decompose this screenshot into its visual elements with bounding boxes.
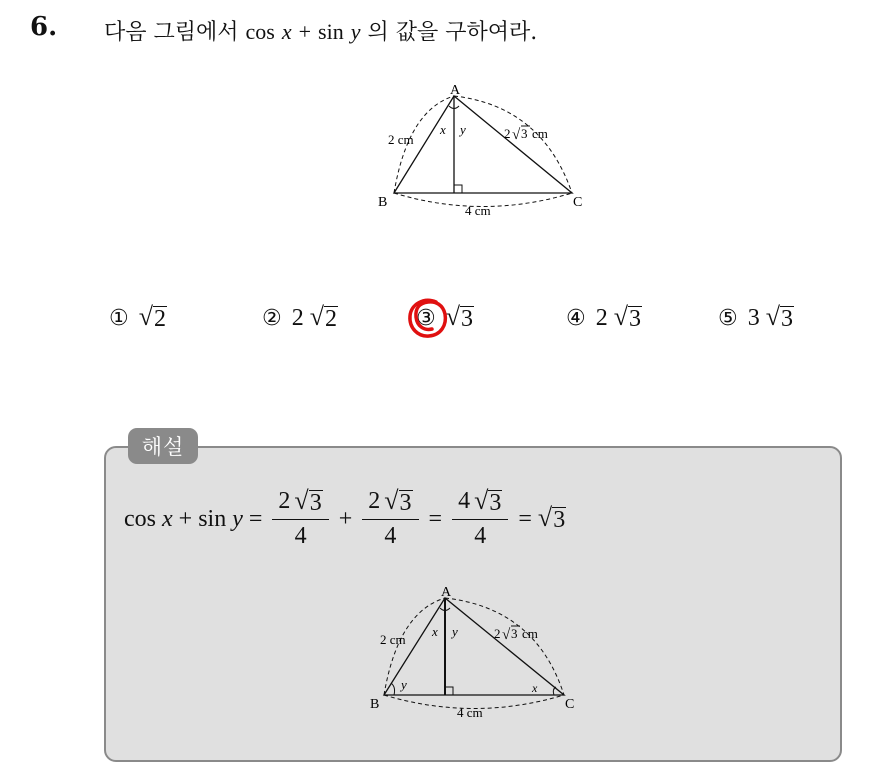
- choice-4-coef: 2: [595, 304, 608, 331]
- choice-1-value: √ 2: [138, 302, 167, 332]
- sol-angle-x-top-label: x: [432, 624, 438, 639]
- sol-angle-y-bottom-label: y: [401, 677, 407, 692]
- sol-side-bc-label: 4 cm: [457, 705, 483, 720]
- eq-plus-2: +: [338, 505, 353, 532]
- eq-result: √ 3: [537, 502, 566, 533]
- triangle-figure: [370, 82, 600, 222]
- question-prefix: 다음 그림에서: [104, 20, 239, 45]
- svg-text:cm: cm: [522, 626, 538, 641]
- expr-var-x: x: [281, 19, 292, 44]
- choice-4-marker: ④: [566, 305, 586, 331]
- choice-4[interactable]: [566, 304, 642, 332]
- sol-vertex-b-label: B: [370, 697, 380, 712]
- solution-equation: [124, 486, 566, 552]
- choice-5-value: √ 3: [765, 302, 794, 332]
- eq-plus-1: +: [178, 505, 193, 532]
- eq-sin: sin: [198, 505, 227, 532]
- vertex-b-label: B: [378, 195, 388, 210]
- sol-angle-x-bottom-label: x: [532, 681, 538, 695]
- sol-angle-y-top-label: y: [452, 624, 458, 639]
- svg-text:cm: cm: [532, 126, 548, 141]
- solution-triangle-diagram: [366, 584, 596, 724]
- side-bc-label: 4 cm: [465, 203, 491, 218]
- expr-plus: +: [298, 19, 312, 44]
- angle-y-label: y: [460, 122, 466, 137]
- eq-fraction-1: 2 √ 3 4: [272, 488, 328, 549]
- eq-var-x: x: [162, 505, 173, 532]
- expr-cos: cos: [245, 19, 275, 44]
- expr-var-y: y: [350, 19, 361, 44]
- eq-fraction-2: 2 √ 3 4: [362, 488, 418, 549]
- choice-5[interactable]: [718, 304, 794, 332]
- sol-side-ab-label: 2 cm: [380, 632, 406, 647]
- svg-text:√: √: [512, 127, 521, 143]
- sol-vertex-a-label: A: [441, 585, 452, 600]
- svg-text:3: 3: [521, 126, 528, 141]
- vertex-a-label: A: [450, 83, 461, 98]
- choice-2[interactable]: [262, 304, 338, 332]
- choice-1-marker: ①: [109, 305, 129, 331]
- eq-equals-2: =: [428, 505, 443, 532]
- choice-5-marker: ⑤: [718, 305, 738, 331]
- svg-text:3: 3: [511, 626, 518, 641]
- choice-3[interactable]: [416, 304, 474, 332]
- triangle-diagram: [370, 82, 600, 222]
- solution-triangle-figure: [366, 584, 596, 724]
- eq-equals-3: =: [518, 505, 532, 532]
- sol-vertex-c-label: C: [565, 697, 575, 712]
- eq-equals-1: =: [248, 505, 263, 532]
- question-text: [104, 15, 537, 46]
- answer-choices: [0, 304, 884, 348]
- choice-2-marker: ②: [262, 305, 282, 331]
- side-ab-label: 2 cm: [388, 132, 414, 147]
- choice-2-value: √ 2: [309, 302, 338, 332]
- eq-fraction-3: 4 √ 3 4: [452, 488, 508, 549]
- choice-3-value: √ 3: [445, 302, 474, 332]
- choice-2-coef: 2: [291, 304, 304, 331]
- sol-side-ac-label: [494, 626, 538, 643]
- question-suffix: 의 값을 구하여라.: [367, 20, 538, 45]
- svg-text:√: √: [502, 627, 511, 643]
- choice-1[interactable]: [109, 304, 167, 332]
- eq-cos: cos: [124, 505, 156, 532]
- solution-label: 해설: [128, 428, 198, 464]
- choice-4-value: √ 3: [613, 302, 642, 332]
- svg-text:2: 2: [504, 126, 511, 141]
- expr-sin: sin: [318, 19, 344, 44]
- side-ac-label: [504, 126, 548, 143]
- svg-text:2: 2: [494, 626, 501, 641]
- eq-var-y: y: [232, 505, 243, 532]
- angle-x-label: x: [440, 122, 446, 137]
- choice-3-marker: ③: [416, 306, 436, 331]
- question-number: 6.: [30, 12, 58, 42]
- vertex-c-label: C: [573, 195, 583, 210]
- choice-5-coef: 3: [747, 304, 760, 331]
